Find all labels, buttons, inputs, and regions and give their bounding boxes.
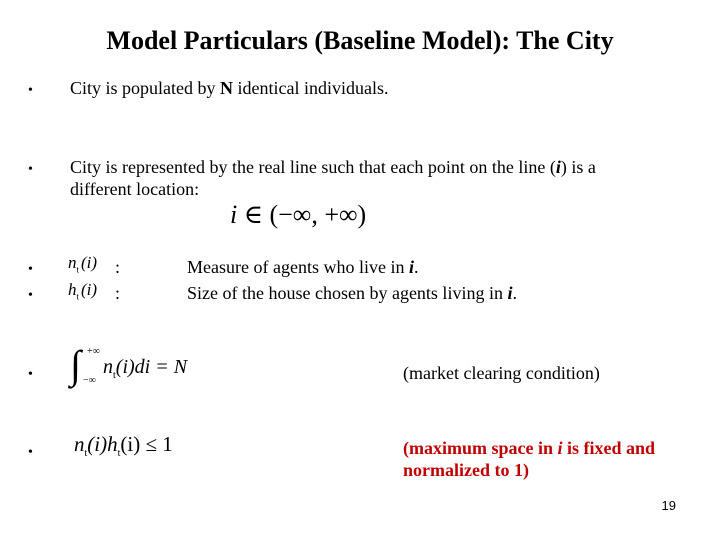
space-constraint-equation [74, 432, 173, 459]
page-number: 19 [661, 498, 676, 513]
h-of-i-symbol [68, 280, 97, 301]
math-arg: (i) [81, 253, 98, 272]
math-sub-t: t [113, 370, 116, 381]
text-segment: . [413, 257, 419, 277]
math-tail: (i) ≤ 1 [120, 432, 173, 456]
math-sub-t: t [76, 291, 80, 302]
math-sub-t: t [117, 448, 121, 460]
bullet-6-marker: • [28, 445, 33, 460]
text-segment: ) is a [560, 157, 596, 177]
bullet-2-marker: • [28, 162, 33, 177]
space-constraint-label-line1 [403, 437, 655, 459]
math-sub-t: t [84, 448, 88, 460]
bullet-3-colon: : [115, 257, 121, 277]
math-arg: (i)di = N [115, 356, 188, 378]
eq-rel: ∈ (−∞, +∞) [237, 200, 367, 229]
variable-i: i [507, 283, 513, 303]
bullet-2-text-line2: different location: [70, 179, 200, 199]
slide-title: Model Particulars (Baseline Model): The City [106, 26, 614, 55]
math-n: n [103, 356, 113, 378]
math-h: h [68, 280, 77, 299]
market-clearing-label: (market clearing condition) [403, 363, 600, 383]
n-of-i-symbol [68, 253, 97, 274]
bullet-4-colon: : [115, 283, 121, 303]
math-mid: (i)h [87, 432, 118, 456]
variable-i: i [557, 438, 563, 458]
bullet-4-description [187, 282, 517, 304]
domain-equation [230, 200, 366, 230]
space-constraint-label-line2: normalized to 1) [403, 460, 529, 480]
math-sub-t: t [76, 264, 80, 275]
text-segment: Measure of agents who live in [187, 257, 409, 277]
variable-i: i [408, 257, 414, 277]
text-segment: Size of the house chosen by agents living in [187, 283, 508, 303]
math-n: n [74, 432, 85, 456]
bullet-5-marker: • [28, 367, 33, 382]
bullet-2-text-line1 [70, 156, 596, 178]
bullet-4-marker: • [28, 288, 33, 303]
integral-sign: ∫ [70, 342, 81, 387]
integral-upper-limit: +∞ [87, 346, 100, 357]
integral-body [103, 356, 187, 381]
variable-n: N [220, 78, 233, 98]
bullet-3-description [187, 256, 418, 278]
text-segment: City is represented by the real line such that each point on the line ( [70, 157, 556, 177]
math-arg: (i) [81, 280, 98, 299]
text-segment: . [512, 283, 517, 303]
integral-lower-limit: −∞ [83, 375, 96, 386]
math-n: n [68, 253, 77, 272]
eq-var: i [230, 200, 238, 229]
bullet-1-text [70, 77, 388, 99]
text-segment: identical individuals. [233, 78, 389, 98]
text-segment: City is populated by [70, 78, 220, 98]
text-segment: (maximum space in [403, 438, 558, 458]
bullet-1-marker: • [28, 83, 33, 98]
variable-i: i [555, 157, 561, 177]
text-segment: is fixed and [562, 438, 656, 458]
bullet-3-marker: • [28, 262, 33, 277]
